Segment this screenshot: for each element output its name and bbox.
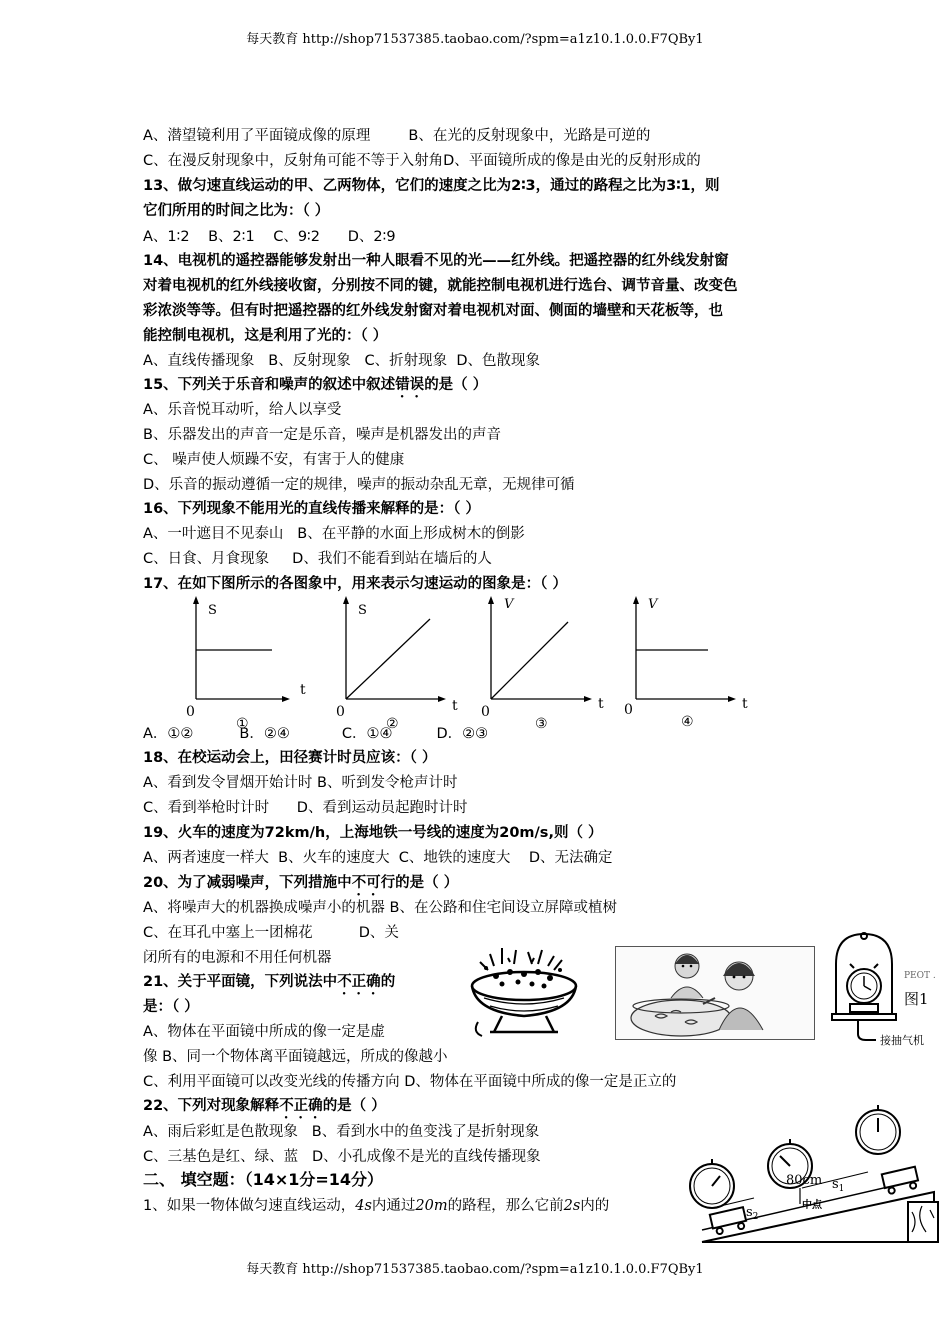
incline-distance: 80cm [786,1173,823,1188]
q17-opt-c: C．①④ [341,726,393,742]
graph-2-x-arrow [438,696,446,702]
graph-2-line [346,619,430,699]
graph-4-xlabel: t [742,696,748,712]
graph-2 [336,596,458,732]
q22-options-row2: C、三基色是红、绿、蓝 D、小孔成像不是光的直线传播现象 [143,1149,541,1165]
q18-options-row1: A、看到发令冒烟开始计时 B、听到发令枪声计时 [143,775,458,791]
graph-2-origin: 0 [336,704,345,720]
q15-opt-a: A、乐音悦耳动听，给人以享受 [143,402,342,418]
bell-jar-figure [828,930,938,1048]
graph-1 [186,596,306,732]
q15-opt-c: C、 噪声使人烦躁不安，有害于人的健康 [143,452,405,468]
fill-q1-pre: 1、如果一物体做匀速直线运动， [143,1198,356,1214]
q12-row2 [143,151,701,171]
q15-opt-d: D、乐音的振动遵循一定的规律，噪声的振动杂乱无章，无规律可循 [143,477,575,493]
q22-stem-emphasis: 不正确 [279,1098,323,1114]
graph-2-number: ② [386,716,399,732]
graph-1-origin: 0 [186,704,195,720]
graph-3-x-arrow [584,696,592,702]
q17-graphs [160,592,800,732]
q17-opt-a: A．①② [143,726,194,742]
q22-stem [143,1096,386,1122]
graph-2-y-arrow [343,596,349,604]
jar-base [832,1014,896,1020]
q17-stem: 17、在如下图所示的各图象中，用来表示匀速运动的图象是：（ ） [143,576,567,592]
q15-stem-emphasis: 错误 [395,377,425,393]
graph-4-ylabel: V [648,597,658,612]
q16-options-row1: A、一叶遮目不见泰山 B、在平静的水面上形成树木的倒影 [143,526,525,542]
stopwatch-right [856,1105,900,1154]
q17-options [143,724,488,744]
fill-q1-mid1: 内通过 [371,1198,416,1214]
q15-opt-b: B、乐器发出的声音一定是乐音，噪声是机器发出的声音 [143,427,501,443]
q20-stem-post: 行的是（ ） [380,875,459,891]
clock-hands [864,976,871,990]
graph-4-y-arrow [633,596,639,604]
q16-options-row2: C、日食、月食现象 D、我们不能看到站在墙后的人 [143,551,492,567]
graph-1-x-arrow [282,696,290,702]
fig1-caption: 接抽气机 [880,1034,924,1047]
q18-options-row2: C、看到举枪时计时 D、看到运动员起跑时计时 [143,800,468,816]
fill-q1-time2: 2s [563,1198,581,1214]
fill-q1 [143,1196,609,1216]
fig1-label: 图1 [904,990,929,1008]
pot-stand [490,1016,558,1032]
q14-stem-line4: 能控制电视机，这是利用了光的：（ ） [143,328,388,344]
q20-stem [143,873,458,899]
q20-options-row3: 闭所有的电源和不用任何机器 [143,950,332,966]
graph-3-xlabel: t [598,696,604,712]
q19-stem: 19、火车的速度为72km/h，上海地铁一号线的速度为20m/s,则（ ） [143,825,603,841]
q18-stem: 18、在校运动会上，田径赛计时员应该：（ ） [143,750,437,766]
q12-opt-c: C、在漫反射现象中，反射角可能不等于入射角 [143,153,444,169]
air-pipe [858,1020,876,1040]
q21-opt-b: 像 B、同一个物体离平面镜越远，所成的像越小 [143,1049,448,1065]
fill-q1-time: 4s [355,1198,372,1214]
q13-stem-line2: 它们所用的时间之比为：（ ） [143,203,330,219]
q14-stem-line1: 14、电视机的遥控器能够发射出一种人眼看不见的光——红外线。把遥控器的红外线发射窗 [143,253,729,269]
graph-3 [481,596,604,732]
graph-2-ylabel: S [358,603,367,618]
q21-opt-a: A、物体在平面镜中所成的像一定是虚 [143,1024,385,1040]
graph-4-origin: 0 [624,702,633,718]
graph-3-y-arrow [488,596,494,604]
graph-3-origin: 0 [481,704,490,720]
incline-midpoint: 中点 [802,1200,822,1211]
q12-opt-b: B、在光的反射现象中，光路是可逆的 [408,128,651,144]
fig1-scribble: PEOT . [904,971,936,981]
graph-3-line [491,622,568,699]
q20-options-row1: A、将噪声大的机器换成噪声小的机器 B、在公路和住宅间设立屏障或植树 [143,900,617,916]
graph-1-ylabel: S [208,603,217,618]
fish-bowl [631,1000,731,1036]
q20-stem-pre: 20、为了减弱噪声，下列措施中 [143,875,352,891]
q21-opt-cd: C、利用平面镜可以改变光线的传播方向 D、物体在平面镜中所成的像一定是正立的 [143,1074,677,1090]
q22-stem-pre: 22、下列对现象解释 [143,1098,280,1114]
bell-jar-knob [861,933,867,939]
graph-3-number: ③ [535,716,548,732]
cart-bottom [710,1207,748,1235]
clock-stand [850,1004,878,1012]
q20-options-row2: C、在耳孔中塞上一团棉花 D、关 [143,925,399,941]
clock-bells [850,964,878,968]
q14-stem-line2: 对着电视机的红外线接收窗，分别按不同的键，就能控制电视机进行选台、调节音量、改变色 [143,278,738,294]
fill-q1-mid2: 的路程，那么它前 [447,1198,564,1214]
q13-stem-line1: 13、做匀速直线运动的甲、乙两物体，它们的速度之比为2∶3，通过的路程之比为3∶1，则 [143,178,720,194]
graph-1-xlabel: t [300,682,306,698]
q21-stem-emphasis: 不正确 [337,974,381,990]
q12-opt-a: A、潜望镜利用了平面镜成像的原理 [143,128,371,144]
graph-4-x-arrow [728,696,736,702]
fill-q1-post: 内的 [580,1198,610,1214]
fill-q1-distance: 20m [415,1198,448,1214]
q15-stem [143,375,487,401]
stopwatch-left [690,1159,734,1208]
incline-s1: $s_1$ [832,1177,845,1194]
q16-stem: 16、下列现象不能用光的直线传播来解释的是：（ ） [143,501,480,517]
graph-1-number: ① [236,716,249,732]
q12-row1 [143,126,650,146]
q20-stem-emphasis: 不可 [351,875,381,891]
q21-stem-line1 [143,972,395,998]
q17-opt-d: D．②③ [436,726,489,742]
section-2-title: 二、 填空题：（14×1分=14分） [143,1170,384,1189]
graph-3-ylabel: V [504,597,514,612]
q19-options: A、两者速度一样大 B、火车的速度大 C、地铁的速度大 D、无法确定 [143,850,613,866]
q14-options: A、直线传播现象 B、反射现象 C、折射现象 D、色散现象 [143,353,541,369]
graph-2-xlabel: t [452,698,458,714]
incline-stopwatch-figure [672,1092,946,1252]
q17-opt-b: B．②④ [239,726,290,742]
incline-s2: $s_2$ [746,1205,759,1222]
q21-stem-pre: 21、关于平面镜，下列说法中 [143,974,338,990]
q14-stem-line3: 彩浓淡等等。但有时把遥控器的红外线发射窗对着电视机对面、侧面的墙壁和天花板等，也 [143,303,723,319]
cart-top [882,1167,920,1195]
q15-stem-post: 的是（ ） [424,377,488,393]
page-header: 每天教育 http://shop71537385.taobao.com/?spm=a1z10.1.0.0.F7QBy1 [246,32,704,47]
graph-4 [624,596,748,730]
bubbles [484,966,562,989]
q21-stem-post: 的 [380,974,396,990]
q21-stem-line2: 是：（ ） [143,999,199,1015]
girls-fishbowl-figure [615,946,815,1040]
q22-options-row1: A、雨后彩虹是色散现象 B、看到水中的鱼变浅了是折射现象 [143,1124,540,1140]
page-footer: 每天教育 http://shop71537385.taobao.com/?spm=a1z10.1.0.0.F7QBy1 [246,1262,704,1277]
boiling-pot-figure [462,946,586,1042]
bubble-sprays [490,948,554,966]
graph-1-y-arrow [193,596,199,604]
q12-opt-d: D、平面镜所成的像是由光的反射形成的 [443,153,701,169]
q15-stem-pre: 15、下列关于乐音和噪声的叙述中叙述 [143,377,396,393]
q22-stem-post: 的是（ ） [322,1098,386,1114]
pot-handle [476,1022,482,1036]
incline-block [908,1202,938,1242]
q13-options: A、1∶2 B、2∶1 C、9∶2 D、2∶9 [143,229,396,245]
graph-4-number: ④ [681,714,694,730]
